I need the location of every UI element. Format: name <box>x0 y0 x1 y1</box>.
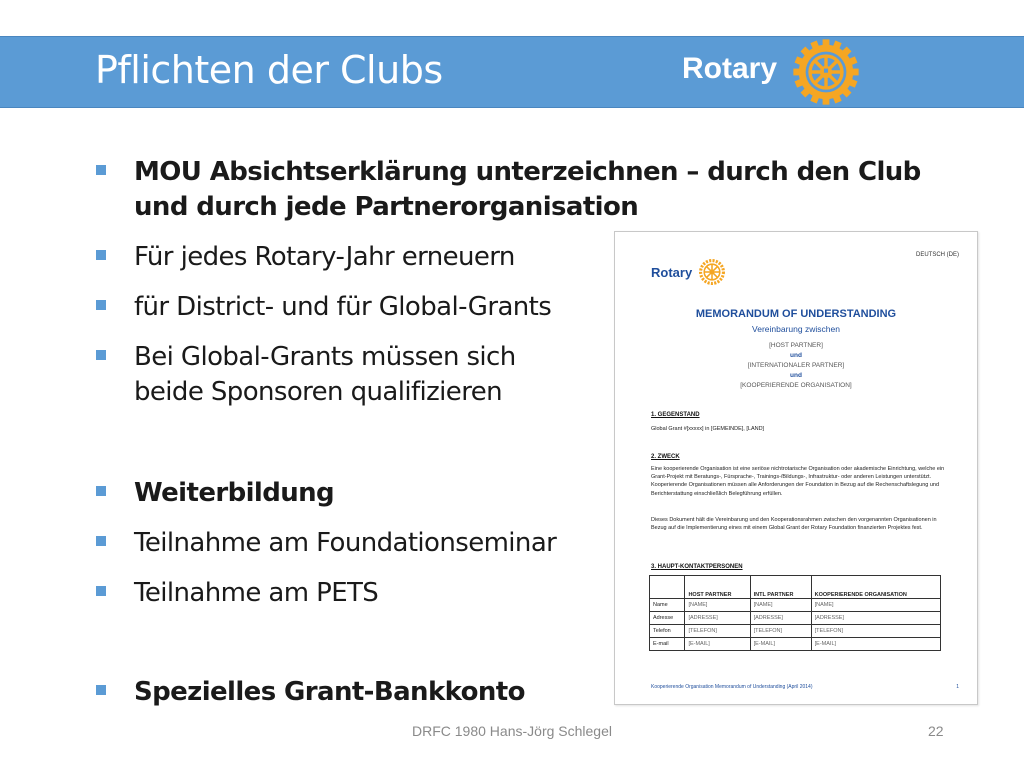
doc-party: [INTERNATIONALER PARTNER] <box>747 362 845 369</box>
bullet-square-icon <box>96 536 106 546</box>
rotary-logo-text: Rotary <box>682 52 778 85</box>
doc-paragraph: Eine kooperierende Organisation ist eine seriöse nichtrotarische Organisation oder akademische Einrichtung, welche ein Grant-Projekt mit Beratungs-, Fürsprache-, Trainings-/Bildungs-, Infrastruktur- oder anderen Leistungen unterstützt. Kooperierende Organisationen müssen alle Anforderungen der Foundation in Bezug auf die Rechenschaftslegung und Berichterstattung einschließlich Belegführung erfüllen. <box>651 466 945 497</box>
doc-contact-table <box>649 575 941 651</box>
table-row <box>650 638 941 651</box>
slide-title: Pflichten der Clubs <box>95 48 443 92</box>
bullet-line: für District- und für Global-Grants <box>134 292 552 322</box>
bullet-line: Teilnahme am Foundationseminar <box>134 528 557 558</box>
table-cell: [TELEFON] <box>750 625 811 638</box>
table-header-cell: HOST PARTNER <box>685 576 750 599</box>
slide-footer: DRFC 1980 Hans-Jörg Schlegel <box>412 723 612 739</box>
table-cell: [TELEFON] <box>811 625 940 638</box>
doc-rotary-logo-text: Rotary <box>651 265 693 280</box>
table-cell: Telefon <box>650 625 685 638</box>
doc-heading: MEMORANDUM OF UNDERSTANDING <box>695 308 897 320</box>
bullet-square-icon <box>96 350 106 360</box>
doc-paragraph: Dieses Dokument hält die Vereinbarung und den Kooperationsrahmen zwischen den vorgenannten Organisationen in Bezug auf die Implementierung eines mit einem Global Grant der Rotary Foundation finanzierten Projektes fest. <box>651 517 937 532</box>
table-cell: [ADRESSE] <box>750 612 811 625</box>
table-header-cell <box>650 576 685 599</box>
bullet-square-icon <box>96 300 106 310</box>
doc-subheading: Vereinbarung zwischen <box>752 324 840 334</box>
doc-section-heading: 2. ZWECK <box>651 454 680 460</box>
doc-and: und <box>790 352 802 359</box>
table-header-row <box>650 576 941 599</box>
bullet-line: Für jedes Rotary-Jahr erneuern <box>134 242 515 272</box>
rotary-wheel-icon <box>792 38 860 106</box>
table-cell: Name <box>650 599 685 612</box>
doc-footer: Kooperierende Organisation Memorandum of Understanding (April 2014) <box>651 684 813 690</box>
table-cell: [ADRESSE] <box>811 612 940 625</box>
table-cell: [NAME] <box>685 599 750 612</box>
bullet-square-icon <box>96 685 106 695</box>
bullet-line: Teilnahme am PETS <box>134 578 379 608</box>
bullet-line: und durch jede Partnerorganisation <box>134 192 639 222</box>
bullet-line: MOU Absichtserklärung unterzeichnen – durch den Club <box>134 157 921 187</box>
bullet-square-icon <box>96 165 106 175</box>
table-cell: [ADRESSE] <box>685 612 750 625</box>
table-cell: [TELEFON] <box>685 625 750 638</box>
table-cell: [NAME] <box>811 599 940 612</box>
table-header-cell: KOOPERIERENDE ORGANISATION <box>811 576 940 599</box>
bullet-line: beide Sponsoren qualifizieren <box>134 377 502 407</box>
slide-page-number: 22 <box>928 723 944 739</box>
table-cell: [E-MAIL] <box>811 638 940 651</box>
doc-party: [HOST PARTNER] <box>769 342 823 349</box>
bullet-square-icon <box>96 486 106 496</box>
table-cell: [E-MAIL] <box>750 638 811 651</box>
table-row <box>650 612 941 625</box>
doc-party: [KOOPERIERENDE ORGANISATION] <box>740 382 852 389</box>
table-row <box>650 625 941 638</box>
doc-text: Global Grant #[xxxxx] in [GEMEINDE], [LAND] <box>651 426 765 432</box>
doc-language: DEUTSCH (DE) <box>916 252 959 258</box>
bullet-line: Spezielles Grant-Bankkonto <box>134 677 525 707</box>
table-header-cell: INTL PARTNER <box>750 576 811 599</box>
rotary-wheel-icon <box>699 259 725 285</box>
bullet-square-icon <box>96 250 106 260</box>
table-cell: [E-MAIL] <box>685 638 750 651</box>
mou-document-image <box>614 231 978 705</box>
bullet-square-icon <box>96 586 106 596</box>
table-cell: Adresse <box>650 612 685 625</box>
table-cell: E-mail <box>650 638 685 651</box>
bullet-line: Weiterbildung <box>134 478 335 508</box>
doc-page-number: 1 <box>956 684 959 690</box>
table-row <box>650 599 941 612</box>
bullet-line: Bei Global-Grants müssen sich <box>134 342 516 372</box>
table-cell: [NAME] <box>750 599 811 612</box>
doc-section-heading: 3. HAUPT-KONTAKTPERSONEN <box>651 564 743 570</box>
doc-and: und <box>790 372 802 379</box>
doc-section-heading: 1. GEGENSTAND <box>651 412 700 418</box>
